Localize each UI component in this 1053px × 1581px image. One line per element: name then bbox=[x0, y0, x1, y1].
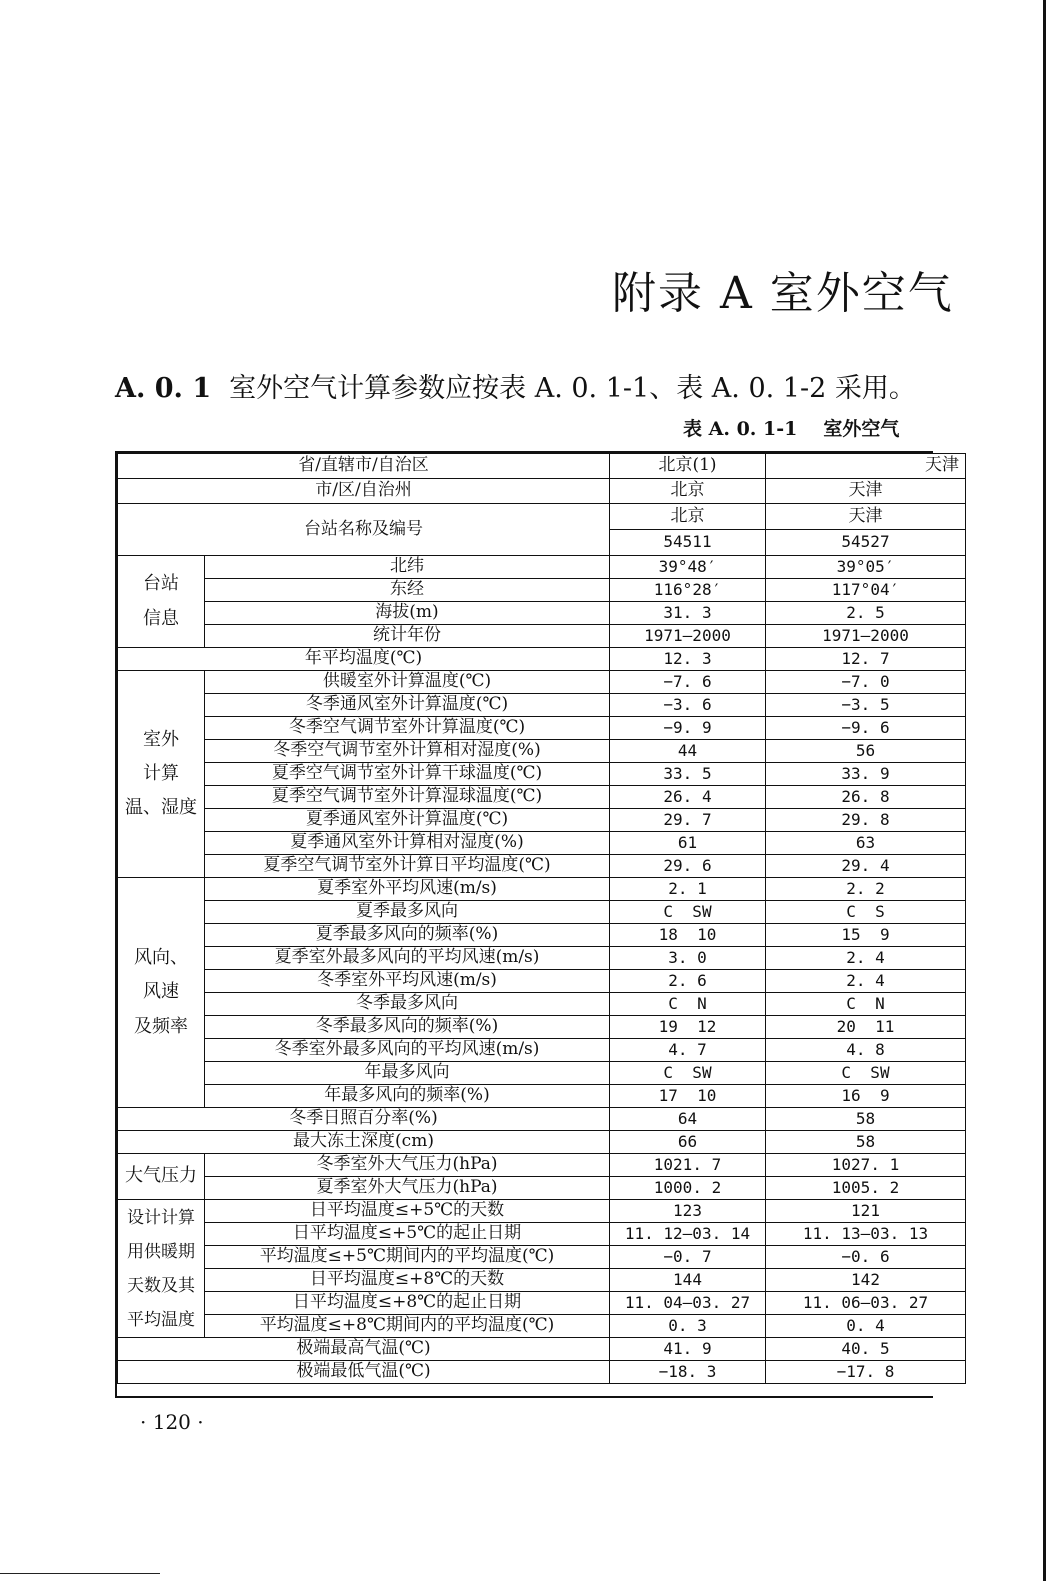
value-2: 39°05′ bbox=[766, 556, 966, 579]
group-pressure: 大气压力 bbox=[118, 1154, 205, 1200]
table-row bbox=[118, 1154, 966, 1177]
value-1: 0. 3 bbox=[610, 1315, 766, 1338]
table-row bbox=[118, 993, 966, 1016]
row-label: 冬季室外大气压力(hPa) bbox=[205, 1154, 610, 1177]
value-2: −17. 8 bbox=[766, 1361, 966, 1384]
value-2: 0. 4 bbox=[766, 1315, 966, 1338]
table-row bbox=[118, 1361, 966, 1384]
row-label: 夏季最多风向 bbox=[205, 901, 610, 924]
table-row bbox=[118, 1062, 966, 1085]
row-label: 极端最低气温(℃) bbox=[118, 1361, 610, 1384]
value-2: 40. 5 bbox=[766, 1338, 966, 1361]
table-row bbox=[118, 1292, 966, 1315]
value-1: −18. 3 bbox=[610, 1361, 766, 1384]
value-1: 123 bbox=[610, 1200, 766, 1223]
station-no-1: 54511 bbox=[610, 530, 766, 556]
city-2: 天津 bbox=[766, 479, 966, 504]
value-1: −7. 6 bbox=[610, 671, 766, 694]
row-label: 日平均温度≤+8℃的起止日期 bbox=[205, 1292, 610, 1315]
value-1: 3. 0 bbox=[610, 947, 766, 970]
row-label: 年最多风向 bbox=[205, 1062, 610, 1085]
row-label: 冬季最多风向的频率(%) bbox=[205, 1016, 610, 1039]
table-row bbox=[118, 924, 966, 947]
value-2: 16 9 bbox=[766, 1085, 966, 1108]
table-row bbox=[118, 1039, 966, 1062]
value-1: 19 12 bbox=[610, 1016, 766, 1039]
row-label: 年平均温度(℃) bbox=[118, 648, 610, 671]
row-label: 冬季通风室外计算温度(℃) bbox=[205, 694, 610, 717]
value-2: 2. 2 bbox=[766, 878, 966, 901]
table-row bbox=[118, 1338, 966, 1361]
value-1: 11. 12—03. 14 bbox=[610, 1223, 766, 1246]
value-1: 1971—2000 bbox=[610, 625, 766, 648]
value-2: 12. 7 bbox=[766, 648, 966, 671]
row-label: 夏季最多风向的频率(%) bbox=[205, 924, 610, 947]
clause bbox=[115, 366, 916, 405]
page-number: · 120 · bbox=[140, 1410, 204, 1434]
row-label: 冬季最多风向 bbox=[205, 993, 610, 1016]
group-station-info: 台站 信息 bbox=[118, 556, 205, 648]
table-row bbox=[118, 740, 966, 763]
row-label: 夏季空气调节室外计算干球温度(℃) bbox=[205, 763, 610, 786]
value-2: 58 bbox=[766, 1108, 966, 1131]
value-2: 33. 9 bbox=[766, 763, 966, 786]
value-2: 2. 4 bbox=[766, 970, 966, 993]
value-1: 39°48′ bbox=[610, 556, 766, 579]
row-label: 日平均温度≤+5℃的天数 bbox=[205, 1200, 610, 1223]
row-label: 夏季室外大气压力(hPa) bbox=[205, 1177, 610, 1200]
row-label: 年最多风向的频率(%) bbox=[205, 1085, 610, 1108]
value-2: C N bbox=[766, 993, 966, 1016]
value-2: 58 bbox=[766, 1131, 966, 1154]
value-2: 142 bbox=[766, 1269, 966, 1292]
value-1: 31. 3 bbox=[610, 602, 766, 625]
table-row bbox=[118, 717, 966, 740]
value-1: 1021. 7 bbox=[610, 1154, 766, 1177]
value-1: 18 10 bbox=[610, 924, 766, 947]
table-number: 表 A. 0. 1-1 bbox=[683, 418, 798, 440]
value-1: 2. 6 bbox=[610, 970, 766, 993]
value-2: 1005. 2 bbox=[766, 1177, 966, 1200]
table-row bbox=[118, 1200, 966, 1223]
value-2: 26. 8 bbox=[766, 786, 966, 809]
table-row bbox=[118, 947, 966, 970]
table-row bbox=[118, 1131, 966, 1154]
row-label: 冬季室外最多风向的平均风速(m/s) bbox=[205, 1039, 610, 1062]
table-row bbox=[118, 832, 966, 855]
value-1: 11. 04—03. 27 bbox=[610, 1292, 766, 1315]
value-2: −7. 0 bbox=[766, 671, 966, 694]
table-row bbox=[118, 1085, 966, 1108]
value-1: −0. 7 bbox=[610, 1246, 766, 1269]
table-row bbox=[118, 1269, 966, 1292]
value-1: 66 bbox=[610, 1131, 766, 1154]
row-label: 日平均温度≤+5℃的起止日期 bbox=[205, 1223, 610, 1246]
table-row bbox=[118, 694, 966, 717]
table-row bbox=[118, 786, 966, 809]
group-outdoor-calc: 室外 计算 温、湿度 bbox=[118, 671, 205, 878]
table-row bbox=[118, 556, 966, 579]
value-2: 11. 06—03. 27 bbox=[766, 1292, 966, 1315]
value-2: 1027. 1 bbox=[766, 1154, 966, 1177]
value-2: 4. 8 bbox=[766, 1039, 966, 1062]
table-row bbox=[118, 970, 966, 993]
table-row bbox=[118, 1315, 966, 1338]
value-1: 61 bbox=[610, 832, 766, 855]
value-2: 56 bbox=[766, 740, 966, 763]
value-2: 20 11 bbox=[766, 1016, 966, 1039]
row-label: 市/区/自治州 bbox=[118, 479, 610, 504]
value-2: −3. 5 bbox=[766, 694, 966, 717]
value-2: C SW bbox=[766, 1062, 966, 1085]
value-2: C S bbox=[766, 901, 966, 924]
appendix-title: 附录 A 室外空气 bbox=[612, 268, 954, 320]
table-row bbox=[118, 1246, 966, 1269]
value-2: 11. 13—03. 13 bbox=[766, 1223, 966, 1246]
group-heating: 设计计算 用供暖期 天数及其 平均温度 bbox=[118, 1200, 205, 1338]
row-label: 冬季室外平均风速(m/s) bbox=[205, 970, 610, 993]
row-label: 冬季日照百分率(%) bbox=[118, 1108, 610, 1131]
value-2: 2. 5 bbox=[766, 602, 966, 625]
row-label: 最大冻土深度(cm) bbox=[118, 1131, 610, 1154]
value-1: 17 10 bbox=[610, 1085, 766, 1108]
row-label: 平均温度≤+5℃期间内的平均温度(℃) bbox=[205, 1246, 610, 1269]
table-row bbox=[118, 878, 966, 901]
table-row bbox=[118, 809, 966, 832]
row-label: 东经 bbox=[205, 579, 610, 602]
table-caption bbox=[683, 414, 899, 441]
value-1: 2. 1 bbox=[610, 878, 766, 901]
clause-text: 室外空气计算参数应按表 A. 0. 1-1、表 A. 0. 1-2 采用。 bbox=[229, 373, 916, 404]
station-name-2: 天津 bbox=[766, 504, 966, 530]
row-label: 省/直辖市/自治区 bbox=[118, 454, 610, 479]
table-row bbox=[118, 454, 966, 479]
table-row bbox=[118, 479, 966, 504]
province-2: 天津 bbox=[766, 454, 966, 479]
value-1: −3. 6 bbox=[610, 694, 766, 717]
value-2: −0. 6 bbox=[766, 1246, 966, 1269]
value-1: 4. 7 bbox=[610, 1039, 766, 1062]
value-1: C SW bbox=[610, 1062, 766, 1085]
row-label: 极端最高气温(℃) bbox=[118, 1338, 610, 1361]
value-1: −9. 9 bbox=[610, 717, 766, 740]
climate-parameters-table bbox=[117, 453, 966, 1384]
row-label: 冬季空气调节室外计算相对湿度(%) bbox=[205, 740, 610, 763]
value-2: −9. 6 bbox=[766, 717, 966, 740]
table-row bbox=[118, 1016, 966, 1039]
value-1: C N bbox=[610, 993, 766, 1016]
table-row bbox=[118, 901, 966, 924]
value-1: 12. 3 bbox=[610, 648, 766, 671]
value-2: 1971—2000 bbox=[766, 625, 966, 648]
city-1: 北京 bbox=[610, 479, 766, 504]
province-1: 北京(1) bbox=[610, 454, 766, 479]
value-1: 44 bbox=[610, 740, 766, 763]
row-label: 冬季空气调节室外计算温度(℃) bbox=[205, 717, 610, 740]
table-row bbox=[118, 625, 966, 648]
table-row bbox=[118, 855, 966, 878]
row-label: 夏季空气调节室外计算日平均温度(℃) bbox=[205, 855, 610, 878]
value-2: 15 9 bbox=[766, 924, 966, 947]
value-1: 29. 7 bbox=[610, 809, 766, 832]
table-row bbox=[118, 763, 966, 786]
row-label: 夏季室外最多风向的平均风速(m/s) bbox=[205, 947, 610, 970]
page-edge-shadow bbox=[1043, 0, 1046, 1581]
value-1: 41. 9 bbox=[610, 1338, 766, 1361]
table-row bbox=[118, 602, 966, 625]
value-2: 63 bbox=[766, 832, 966, 855]
table-row bbox=[118, 671, 966, 694]
value-1: 1000. 2 bbox=[610, 1177, 766, 1200]
station-no-2: 54527 bbox=[766, 530, 966, 556]
table-row bbox=[118, 504, 966, 530]
table-row bbox=[118, 1108, 966, 1131]
value-1: 33. 5 bbox=[610, 763, 766, 786]
row-label: 供暖室外计算温度(℃) bbox=[205, 671, 610, 694]
value-1: 144 bbox=[610, 1269, 766, 1292]
row-label: 北纬 bbox=[205, 556, 610, 579]
row-label: 夏季通风室外计算温度(℃) bbox=[205, 809, 610, 832]
table-container bbox=[115, 451, 959, 1398]
value-2: 29. 8 bbox=[766, 809, 966, 832]
group-wind: 风向、 风速 及频率 bbox=[118, 878, 205, 1108]
value-2: 29. 4 bbox=[766, 855, 966, 878]
scan-mark bbox=[0, 1573, 160, 1574]
value-1: 29. 6 bbox=[610, 855, 766, 878]
table-row bbox=[118, 1223, 966, 1246]
table-name: 室外空气 bbox=[823, 418, 900, 440]
row-label: 夏季室外平均风速(m/s) bbox=[205, 878, 610, 901]
row-label: 夏季通风室外计算相对湿度(%) bbox=[205, 832, 610, 855]
value-2: 2. 4 bbox=[766, 947, 966, 970]
value-1: C SW bbox=[610, 901, 766, 924]
value-1: 26. 4 bbox=[610, 786, 766, 809]
table-row bbox=[118, 579, 966, 602]
row-label: 台站名称及编号 bbox=[118, 504, 610, 556]
value-1: 64 bbox=[610, 1108, 766, 1131]
row-label: 夏季空气调节室外计算湿球温度(℃) bbox=[205, 786, 610, 809]
value-2: 117°04′ bbox=[766, 579, 966, 602]
clause-number: A. 0. 1 bbox=[115, 373, 212, 404]
table-row bbox=[118, 648, 966, 671]
table-row bbox=[118, 1177, 966, 1200]
row-label: 统计年份 bbox=[205, 625, 610, 648]
row-label: 平均温度≤+8℃期间内的平均温度(℃) bbox=[205, 1315, 610, 1338]
row-label: 海拔(m) bbox=[205, 602, 610, 625]
value-2: 121 bbox=[766, 1200, 966, 1223]
value-1: 116°28′ bbox=[610, 579, 766, 602]
row-label: 日平均温度≤+8℃的天数 bbox=[205, 1269, 610, 1292]
station-name-1: 北京 bbox=[610, 504, 766, 530]
